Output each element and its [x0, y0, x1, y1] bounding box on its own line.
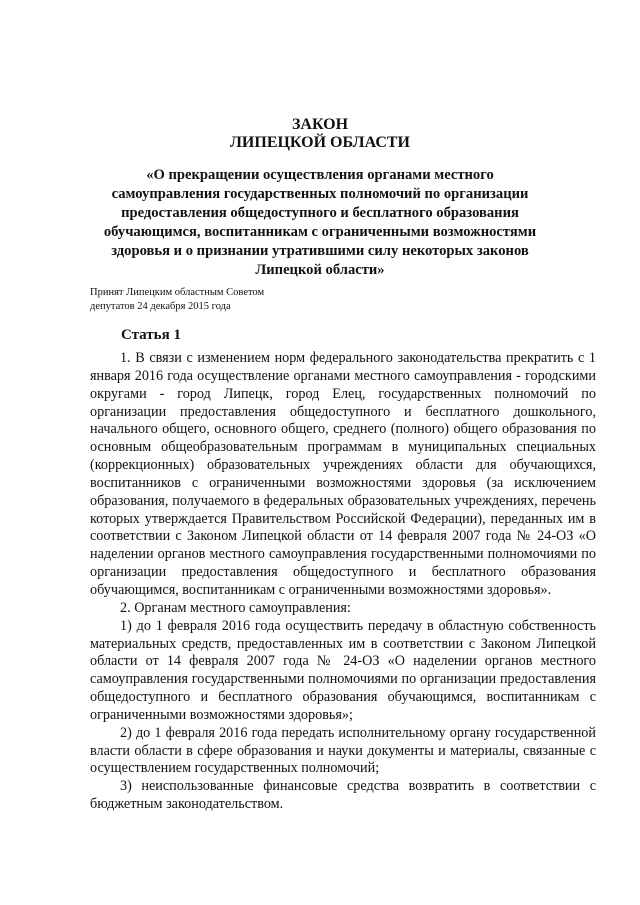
article-body [90, 350, 596, 814]
paragraph-2-1: 1) до 1 февраля 2016 года осуществить передачу в областную собственность материальных средств, предоставленных им в соответствии с Законом Липецкой области от 14 февраля 2007 года № 24-ОЗ «О наделении органов местного самоуправления государственными полномочиями по организации предоставления общедоступного и бесплатного образования обучающимся, воспитанникам с ограниченными возможностями здоровья»; [90, 617, 596, 723]
article-title: Статья 1 [121, 327, 181, 343]
law-title: «О прекращении осуществления органами местного самоуправления государственных полномочий по организации предоставления общедоступного и бесплатного образования обучающимся, воспитанникам с ограниченными возможностями здоровья и о признании утратившими силу некоторых законов Липецкой области» [103, 167, 537, 278]
adoption-note-line2: депутатов 24 декабря 2015 года [90, 301, 231, 312]
law-heading: ЗАКОН [291, 116, 349, 133]
adoption-note [90, 286, 390, 314]
paragraph-1: 1. В связи с изменением норм федерального законодательства прекратить с 1 января 2016 года осуществление органами местного самоуправления - городскими округами - город Липецк, город Елец, государственных полномочий по организации предоставления общедоступного и бесплатного дошкольного, начального общего, основного общего, среднего (полного) общего образования по основным общеобразовательным программам в муниципальных специальных (коррекционных) образовательных учреждениях области для обучающихся, воспитанников с ограниченными возможностями здоровья (за исключением образования, получаемого в федеральных образовательных учреждениях, перечень которых утверждается Правительством Российской Федерации), переданных им в соответствии с Законом Липецкой области от 14 февраля 2007 года № 24-ОЗ «О наделении органов местного самоуправления государственными полномочиями по организации предоставления общедоступного и бесплатного образования обучающимся, воспитанникам с ограниченными возможностями здоровья». [90, 350, 596, 598]
paragraph-2-2: 2) до 1 февраля 2016 года передать исполнительному органу государственной власти области в сфере образования и науки документы и материалы, связанные с осуществлением государственных полномочий; [90, 724, 596, 777]
adoption-note-line1: Принят Липецким областным Советом [90, 287, 265, 298]
region-heading: ЛИПЕЦКОЙ ОБЛАСТИ [230, 134, 410, 151]
paragraph-2-3: 3) неиспользованные финансовые средства возвратить в соответствии с бюджетным законодательством. [90, 778, 596, 813]
paragraph-2: 2. Органам местного самоуправления: [120, 599, 351, 616]
